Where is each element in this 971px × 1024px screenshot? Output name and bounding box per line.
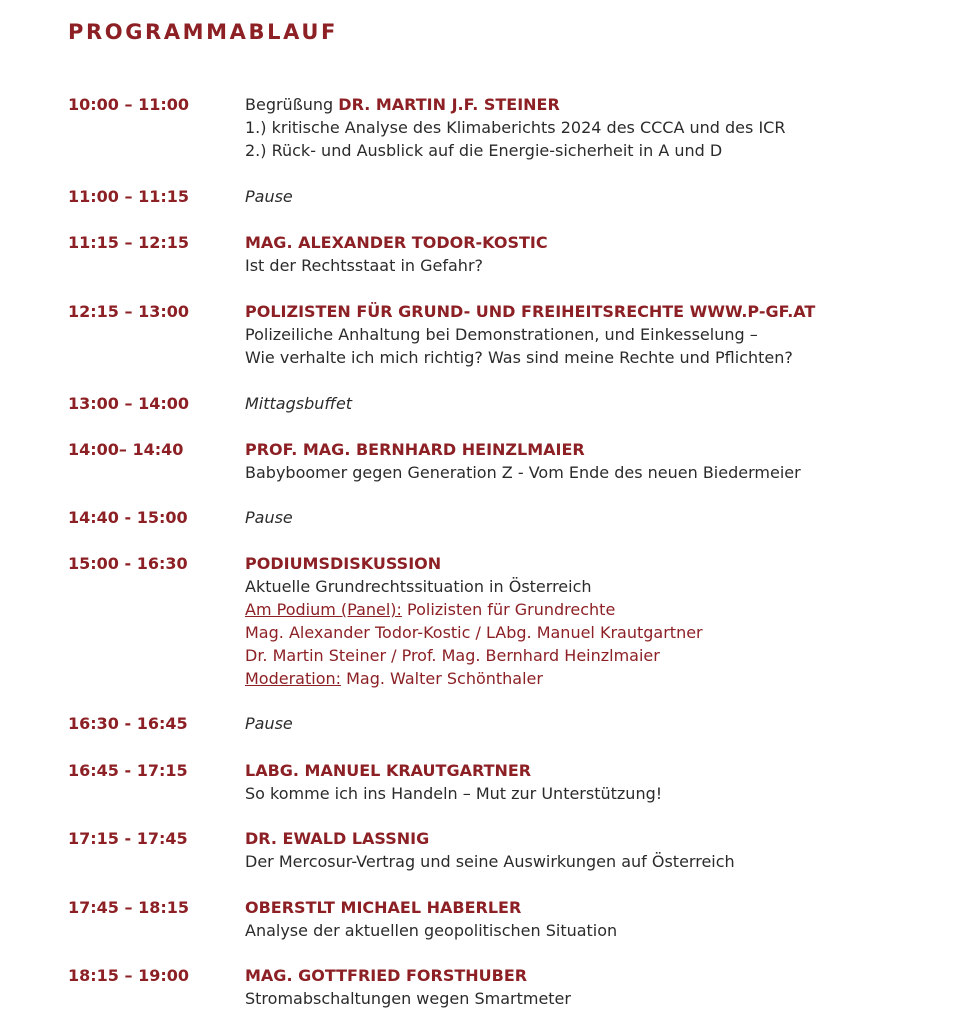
speaker-name: OBERSTLT MICHAEL HABERLER <box>245 898 522 917</box>
moderation-text: Mag. Walter Schönthaler <box>341 669 543 688</box>
item-description: Babyboomer gegen Generation Z - Vom Ende des neuen Biedermeier <box>245 463 801 482</box>
break-note: Pause <box>245 714 293 733</box>
item-description: 2.) Rück- und Ausblick auf die Energie-sicherheit in A und D <box>245 141 723 160</box>
time-slot: 14:00– 14:40 <box>68 440 184 459</box>
item-description: Analyse der aktuellen geopolitischen Situation <box>245 921 618 940</box>
item-description: So komme ich ins Handeln – Mut zur Unterstützung! <box>245 784 663 803</box>
time-slot: 11:15 – 12:15 <box>68 233 189 252</box>
time-slot: 12:15 – 13:00 <box>68 302 189 321</box>
panel-text: Polizisten für Grundrechte <box>401 600 616 619</box>
page-title: PROGRAMMABLAUF <box>68 20 338 44</box>
item-description: Der Mercosur-Vertrag und seine Auswirkungen auf Österreich <box>245 852 735 871</box>
time-slot: 16:45 - 17:15 <box>68 761 188 780</box>
time-slot: 11:00 – 11:15 <box>68 187 189 206</box>
speaker-name: PROF. MAG. BERNHARD HEINZLMAIER <box>245 440 585 459</box>
panel-line <box>245 598 945 621</box>
time-slot: 18:15 – 19:00 <box>68 966 189 985</box>
speaker-name: DR. MARTIN J.F. STEINER <box>338 95 560 114</box>
time-slot: 17:45 – 18:15 <box>68 898 189 917</box>
break-note: Mittagsbuffet <box>245 394 353 413</box>
item-description: Stromabschaltungen wegen Smartmeter <box>245 989 571 1008</box>
panel-line: Mag. Alexander Todor-Kostic / LAbg. Manuel Krautgartner <box>245 623 703 642</box>
speaker-name: PODIUMSDISKUSSION <box>245 554 442 573</box>
item-description: 1.) kritische Analyse des Klimaberichts 2024 des CCCA und des ICR <box>245 118 786 137</box>
item-description: Polizeiliche Anhaltung bei Demonstrationen, und Einkesselung – <box>245 325 758 344</box>
break-note: Pause <box>245 508 293 527</box>
time-slot: 14:40 - 15:00 <box>68 508 188 527</box>
time-slot: 10:00 – 11:00 <box>68 95 189 114</box>
speaker-name: MAG. ALEXANDER TODOR-KOSTIC <box>245 233 548 252</box>
time-slot: 17:15 - 17:45 <box>68 829 188 848</box>
time-slot: 13:00 – 14:00 <box>68 394 189 413</box>
panel-label: Am Podium (Panel): <box>245 600 402 619</box>
intro-text: Begrüßung <box>245 95 339 114</box>
item-description: Ist der Rechtsstaat in Gefahr? <box>245 256 484 275</box>
panel-line: Dr. Martin Steiner / Prof. Mag. Bernhard Heinzlmaier <box>245 646 660 665</box>
item-heading <box>245 93 945 116</box>
moderation-label: Moderation: <box>245 669 342 688</box>
item-description: Aktuelle Grundrechtssituation in Österreich <box>245 577 592 596</box>
break-note: Pause <box>245 187 293 206</box>
time-slot: 16:30 - 16:45 <box>68 714 188 733</box>
speaker-name: POLIZISTEN FÜR GRUND- UND FREIHEITSRECHTE WWW.P-GF.AT <box>245 302 816 321</box>
time-slot: 15:00 - 16:30 <box>68 554 188 573</box>
speaker-name: LABG. MANUEL KRAUTGARTNER <box>245 761 532 780</box>
item-content <box>245 93 945 162</box>
moderation-line <box>245 667 945 690</box>
speaker-name: DR. EWALD LASSNIG <box>245 829 430 848</box>
item-description: Wie verhalte ich mich richtig? Was sind meine Rechte und Pflichten? <box>245 348 793 367</box>
speaker-name: MAG. GOTTFRIED FORSTHUBER <box>245 966 528 985</box>
